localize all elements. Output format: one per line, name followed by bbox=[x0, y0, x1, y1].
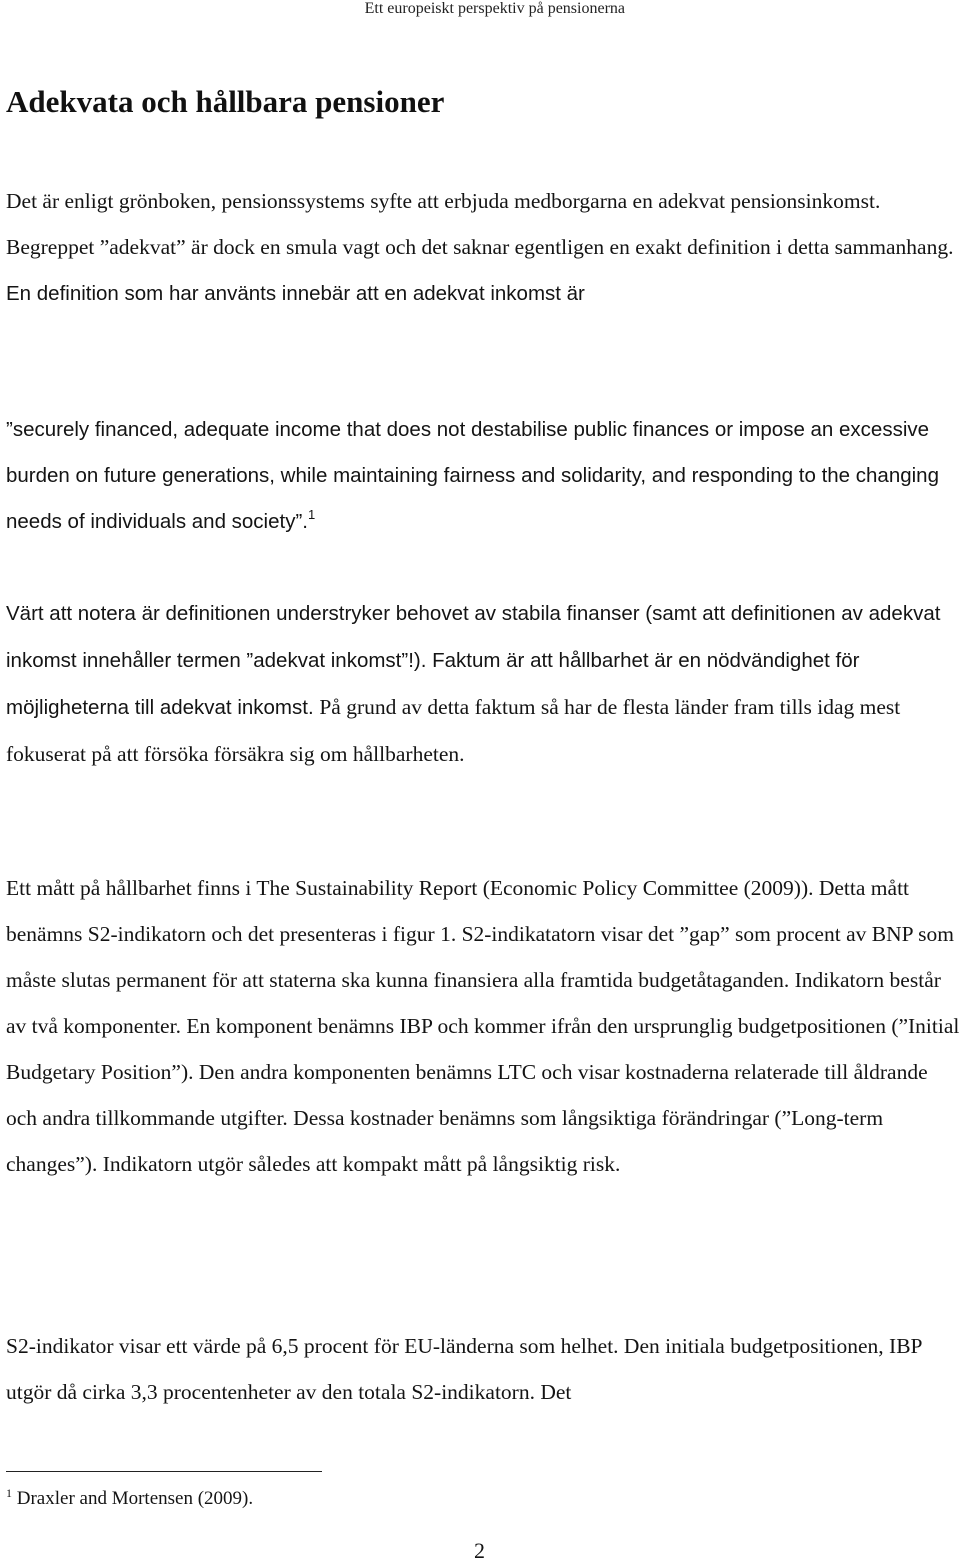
definition-comment-part1: Värt att notera är definitionen understryker behovet av stabila finanser (samt att definitionen av adekvat inkomst innehåller termen ”adekvat inkomst”!). Faktum är att hållbarhet är en nödvändighet för möjligheterna till adekvat inkomst. bbox=[6, 602, 941, 719]
intro-paragraph bbox=[6, 178, 960, 317]
page-number: 2 bbox=[474, 1538, 485, 1563]
footnote-reference: 1 bbox=[308, 507, 316, 522]
footnote-separator bbox=[6, 1471, 322, 1472]
footnote bbox=[6, 1488, 253, 1510]
definition-comment-part2: På grund av detta faktum så har de flesta länder fram tills idag mest fokuserat på att försöka försäkra sig om hållbarheten. bbox=[6, 695, 901, 766]
running-header: Ett europeiskt perspektiv på pensionerna bbox=[364, 0, 625, 17]
s2-value-paragraph: S2-indikator visar ett värde på 6,5 procent för EU-länderna som helhet. Den initiala budgetpositionen, IBP utgör då cirka 3,3 procentenheter av den totala S2-indikatorn. Det bbox=[6, 1334, 922, 1404]
s2-indicator-paragraph: Ett mått på hållbarhet finns i The Sustainability Report (Economic Policy Committee (2009)). Detta mått benämns S2-indikatorn och det presenteras i figur 1. S2-indikatatorn visar det ”gap” som procent av BNP som måste slutas permanent för att staterna ska kunna finansiera alla framtida budgetåtaganden. Indikatorn består av två komponenter. En komponent benämns IBP och kommer ifrån den ursprunglig budgetpositionen (”Initial Budgetary Position”). Den andra komponenten benämns LTC och visar kostnaderna relaterade till åldrande och andra tillkommande utgifter. Dessa kostnader benämns som långsiktiga förändringar (”Long-term changes”). Indikatorn utgör således att kompakt mått på långsiktig risk. bbox=[6, 876, 960, 1176]
footnote-number: 1 bbox=[6, 1486, 12, 1500]
page-title: Adekvata och hållbara pensioner bbox=[6, 84, 445, 119]
intro-paragraph-part1: Det är enligt grönboken, pensionssystems syfte att erbjuda medborgarna en adekvat pensionsinkomst. Begreppet ”adekvat” är dock en smula vagt och det saknar egentligen en exakt definition i detta sammanhang. bbox=[6, 189, 954, 259]
definition-quote-text: ”securely financed, adequate income that does not destabilise public finances or impose an excessive burden on future generations, while maintaining fairness and solidarity, and responding to the changing needs of individuals and society”. bbox=[6, 418, 939, 533]
definition-comment-paragraph bbox=[6, 590, 960, 777]
intro-paragraph-part2: En definition som har använts innebär att en adekvat inkomst är bbox=[6, 282, 585, 305]
definition-quote bbox=[6, 407, 960, 545]
footnote-text: Draxler and Mortensen (2009). bbox=[16, 1488, 254, 1509]
